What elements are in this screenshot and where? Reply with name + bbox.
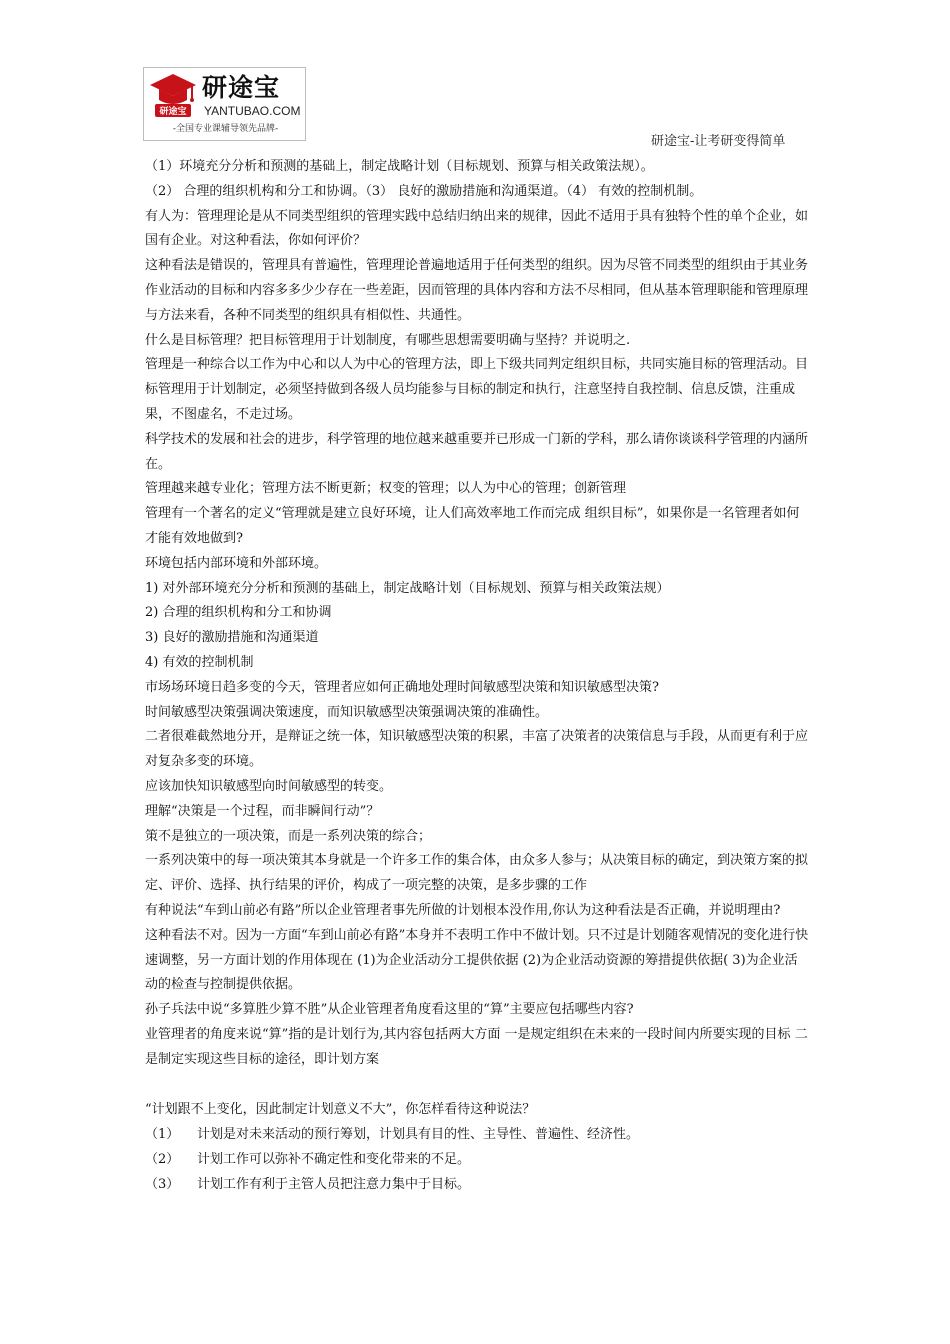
list-item-number: （3） — [145, 1176, 180, 1192]
paragraph: 策不是独立的一项决策，而是一系列决策的综合； — [145, 828, 432, 844]
document-body — [145, 155, 810, 1198]
paragraph: 管理越来越专业化；管理方法不断更新；权变的管理；以人为中心的管理；创新管理 — [145, 481, 627, 497]
paragraph: 有种说法“车到山前必有路”所以企业管理者事先所做的计划根本没作用,你认为这种看法是否正确，并说明理由? — [145, 902, 781, 918]
list-item-number: （1） — [145, 1127, 180, 1143]
paragraph: 4) 有效的控制机制 — [145, 654, 254, 670]
list-item — [145, 1148, 810, 1173]
paragraph: （2） 合理的组织机构和分工和协调。（3） 良好的激励措施和沟通渠道。（4） 有效的控制机制。 — [145, 183, 703, 199]
paragraph: 理解“决策是一个过程，而非瞬间行动”？ — [145, 803, 380, 819]
paragraph: 应该加快知识敏感型向时间敏感型的转变。 — [145, 778, 393, 794]
paragraph: 什么是目标管理？把目标管理用于计划制度，有哪些思想需要明确与坚持？并说明之. — [145, 332, 631, 348]
brand-logo — [143, 67, 306, 141]
paragraph: 管理有一个著名的定义“管理就是建立良好环境，让人们高效率地工作而完成 组织目标”，如果你是一名管理者如何才能有效地做到? — [145, 506, 800, 546]
paragraph: 市场场环境日趋多变的今天，管理者应如何正确地处理时间敏感型决策和知识敏感型决策? — [145, 679, 659, 695]
paragraph: 这种看法不对。因为一方面“车到山前必有路”本身并不表明工作中不做计划。只不过是计划随客观情况的变化进行快速调整，另一方面计划的作用体现在 (1)为企业活动分工提供依据 (2)为企业活动资源的筹措提供依据( 3)为企业活动的检查与控制提供依据。 — [145, 927, 809, 993]
spacer — [145, 1072, 810, 1098]
list-item-number: （2） — [145, 1152, 180, 1168]
list-item — [145, 1123, 810, 1148]
paragraph: 有人为：管理理论是从不同类型组织的管理实践中总结归纳出来的规律，因此不适用于具有独特个性的单个企业，如国有企业。对这种看法，你如何评价？ — [145, 208, 809, 249]
paragraph: 科学技术的发展和社会的进步，科学管理的地位越来越重要并已形成一门新的学科，那么请你谈谈科学管理的内涵所在。 — [145, 431, 809, 472]
paragraph: 孙子兵法中说“多算胜少算不胜”从企业管理者角度看这里的“算”主要应包括哪些内容? — [145, 1002, 634, 1018]
list-item-text: 计划工作有利于主管人员把注意力集中于目标。 — [197, 1176, 471, 1192]
list-item-text: 计划是对未来活动的预行筹划，计划具有目的性、主导性、普遍性、经济性。 — [197, 1127, 640, 1143]
paragraph: 这种看法是错误的，管理具有普遍性，管理理论普遍地适用于任何类型的组织。因为尽管不同类型的组织由于其业务作业活动的目标和内容多多少少存在一些差距，因而管理的具体内容和方法不尽相同，但从基本管理职能和管理原理与方法来看，各种不同类型的组织具有相似性、共通性。 — [145, 258, 809, 323]
paragraph: 环境包括内部环境和外部环境。 — [145, 555, 328, 571]
paragraph: 2) 合理的组织机构和分工和协调 — [145, 605, 332, 621]
logo-domain: YANTUBAO.COM — [204, 104, 301, 118]
paragraph: 一系列决策中的每一项决策其本身就是一个许多工作的集合体，由众多人参与；从决策目标的确定，到决策方案的拟定、评价、选择、执行结果的评价，构成了一项完整的决策，是多步骤的工作 — [145, 853, 809, 894]
final-question: “计划跟不上变化，因此制定计划意义不大”，你怎样看待这种说法？ — [145, 1102, 536, 1118]
logo-name: 研途宝 — [202, 73, 281, 102]
paragraph: 1) 对外部环境充分分析和预测的基础上，制定战略计划（目标规划、预算与相关政策法规） — [145, 580, 670, 596]
paragraph: 时间敏感型决策强调决策速度，而知识敏感型决策强调决策的准确性。 — [145, 704, 549, 720]
paragraph: 管理是一种综合以工作为中心和以人为中心的管理方法，即上下级共同判定组织目标，共同实施目标的管理活动。目标管理用于计划制定，必须坚持做到各级人员均能参与目标的制定和执行，注意坚持自我控制、信息反馈，注重成果，不图虚名，不走过场。 — [145, 357, 809, 422]
logo-emblem-text: 研途宝 — [159, 107, 187, 117]
paragraph: （1）环境充分分析和预测的基础上，制定战略计划（目标规划、预算与相关政策法规）。 — [145, 159, 654, 174]
paragraph: 二者很难截然地分开，是辩证之统一体，知识敏感型决策的积累，丰富了决策者的决策信息与手段，从而更有利于应对复杂多变的环境。 — [145, 729, 809, 770]
paragraph: 业管理者的角度来说“算”指的是计划行为,其内容包括两大方面 一是规定组织在未来的一段时间内所要实现的目标 二是制定实现这些目标的途径，即计划方案 — [145, 1026, 808, 1067]
list-item-text: 计划工作可以弥补不确定性和变化带来的不足。 — [197, 1152, 471, 1168]
header-tagline: 研途宝-让考研变得简单 — [651, 134, 786, 149]
paragraph: 3) 良好的激励措施和沟通渠道 — [145, 630, 319, 646]
logo-slogan: -全国专业课辅导领先品牌- — [172, 124, 279, 134]
list-item — [145, 1173, 810, 1198]
graduation-cap-icon — [148, 71, 198, 121]
